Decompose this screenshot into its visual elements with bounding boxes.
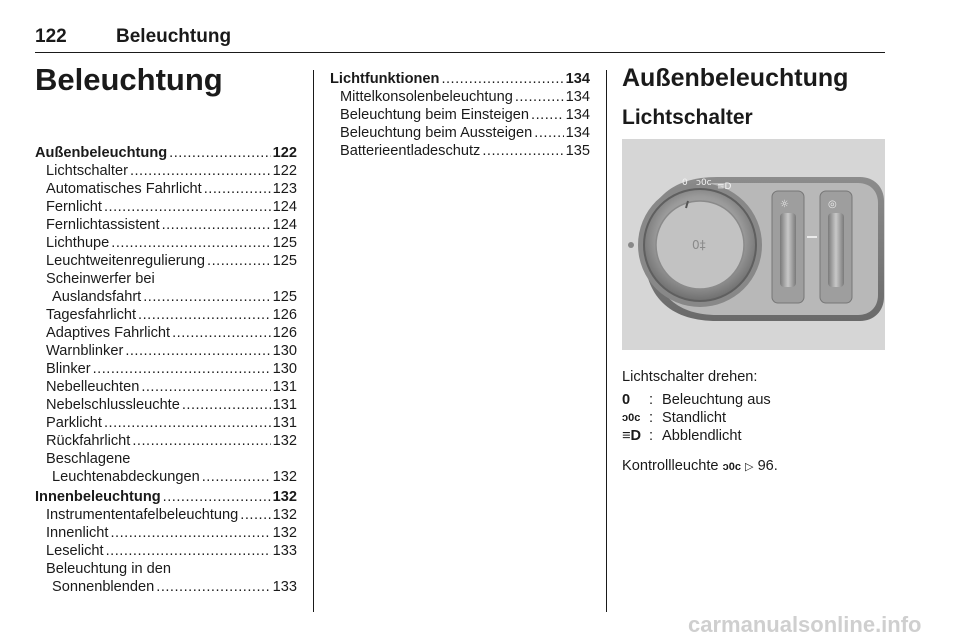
legend-colon: : <box>649 410 654 426</box>
toc-entry[interactable]: Nebelleuchten ..... 131 <box>46 378 297 396</box>
page-header <box>35 26 885 53</box>
toc-entry[interactable]: Tagesfahrlicht ..... 126 <box>46 306 297 324</box>
control-light-text <box>622 457 778 476</box>
toc-entry[interactable]: Lichtschalter ..... 122 <box>46 162 297 180</box>
toc-entry[interactable]: Beleuchtung beim Einsteigen ..... 134 <box>340 106 590 124</box>
svg-text:0: 0 <box>682 178 688 188</box>
toc-entry[interactable]: Parklicht ..... 131 <box>46 414 297 432</box>
control-light-label: Kontrollleuchte <box>622 458 719 474</box>
light-off-icon: 0 <box>622 392 631 408</box>
reference-arrow-icon[interactable]: ▷ <box>745 461 754 473</box>
parking-light-icon: ᴐ0ᴄ <box>722 461 741 473</box>
toc-entry[interactable]: Lichthupe ..... 125 <box>46 234 297 252</box>
section-heading: Außenbeleuchtung <box>622 64 849 92</box>
legend-colon: : <box>649 428 654 444</box>
header-section-title: Beleuchtung <box>116 26 232 47</box>
column-divider-1 <box>313 70 314 612</box>
intro-text: Lichtschalter drehen: <box>622 369 758 385</box>
toc-entry[interactable]: Leuchtweitenregulierung ..... 125 <box>46 252 297 270</box>
light-switch-illustration <box>622 139 885 350</box>
toc-entry[interactable]: Warnblinker ..... 130 <box>46 342 297 360</box>
svg-text:☼: ☼ <box>780 199 789 210</box>
low-beam-icon: ≡D <box>622 428 642 444</box>
toc-entry[interactable]: Leuchtenabdeckungen ..... 132 <box>52 468 297 486</box>
toc-entry[interactable]: Auslandsfahrt ..... 125 <box>52 288 297 306</box>
chapter-title: Beleuchtung <box>35 62 223 97</box>
light-switch-photo <box>622 139 885 350</box>
page-reference-link[interactable]: 96. <box>757 458 778 474</box>
parking-light-icon: ᴐ0ᴄ <box>622 412 641 424</box>
svg-text:0‡: 0‡ <box>692 238 706 252</box>
toc-entry[interactable]: Leselicht ..... 133 <box>46 542 297 560</box>
toc-entry[interactable]: Adaptives Fahrlicht ..... 126 <box>46 324 297 342</box>
toc-entry[interactable]: Beleuchtung beim Aussteigen ..... 134 <box>340 124 590 142</box>
legend-text: Abblendlicht <box>662 428 742 444</box>
toc-entry[interactable]: Instrumententafelbeleuchtung ..... 132 <box>46 506 297 524</box>
toc-entry[interactable]: Außenbeleuchtung ..... 122 <box>35 144 297 162</box>
toc-entry[interactable]: Sonnenblenden ..... 133 <box>52 578 297 596</box>
toc-entry[interactable]: Batterieentladeschutz ..... 135 <box>340 142 590 160</box>
page-number: 122 <box>35 26 67 47</box>
legend-text: Beleuchtung aus <box>662 392 771 408</box>
toc-entry[interactable]: Fernlichtassistent ..... 124 <box>46 216 297 234</box>
legend-colon: : <box>649 392 654 408</box>
toc-entry-part[interactable]: Scheinwerfer bei <box>46 271 155 287</box>
subsection-heading: Lichtschalter <box>622 106 753 129</box>
legend-text: Standlicht <box>662 410 727 426</box>
toc-entry[interactable]: Innenlicht ..... 132 <box>46 524 297 542</box>
toc-entry[interactable]: Rückfahrlicht ..... 132 <box>46 432 297 450</box>
toc-entry[interactable]: Nebelschlussleuchte ..... 131 <box>46 396 297 414</box>
svg-text:ᴐ0ᴄ: ᴐ0ᴄ <box>696 178 712 188</box>
toc-entry[interactable]: Mittelkonsolenbeleuchtung ..... 134 <box>340 88 590 106</box>
svg-text:≡D: ≡D <box>717 182 732 192</box>
svg-text:◎: ◎ <box>828 199 837 210</box>
toc-entry[interactable]: Blinker ..... 130 <box>46 360 297 378</box>
column-divider-2 <box>606 70 607 612</box>
toc-entry[interactable]: Fernlicht ..... 124 <box>46 198 297 216</box>
toc-entry[interactable]: Lichtfunktionen ..... 134 <box>330 70 590 88</box>
toc-entry-part[interactable]: Beleuchtung in den <box>46 561 171 577</box>
watermark: carmanualsonline.info <box>688 612 922 637</box>
toc-entry-part[interactable]: Beschlagene <box>46 451 131 467</box>
toc-entry[interactable]: Automatisches Fahrlicht ..... 123 <box>46 180 297 198</box>
toc-entry[interactable]: Innenbeleuchtung ..... 132 <box>35 488 297 506</box>
